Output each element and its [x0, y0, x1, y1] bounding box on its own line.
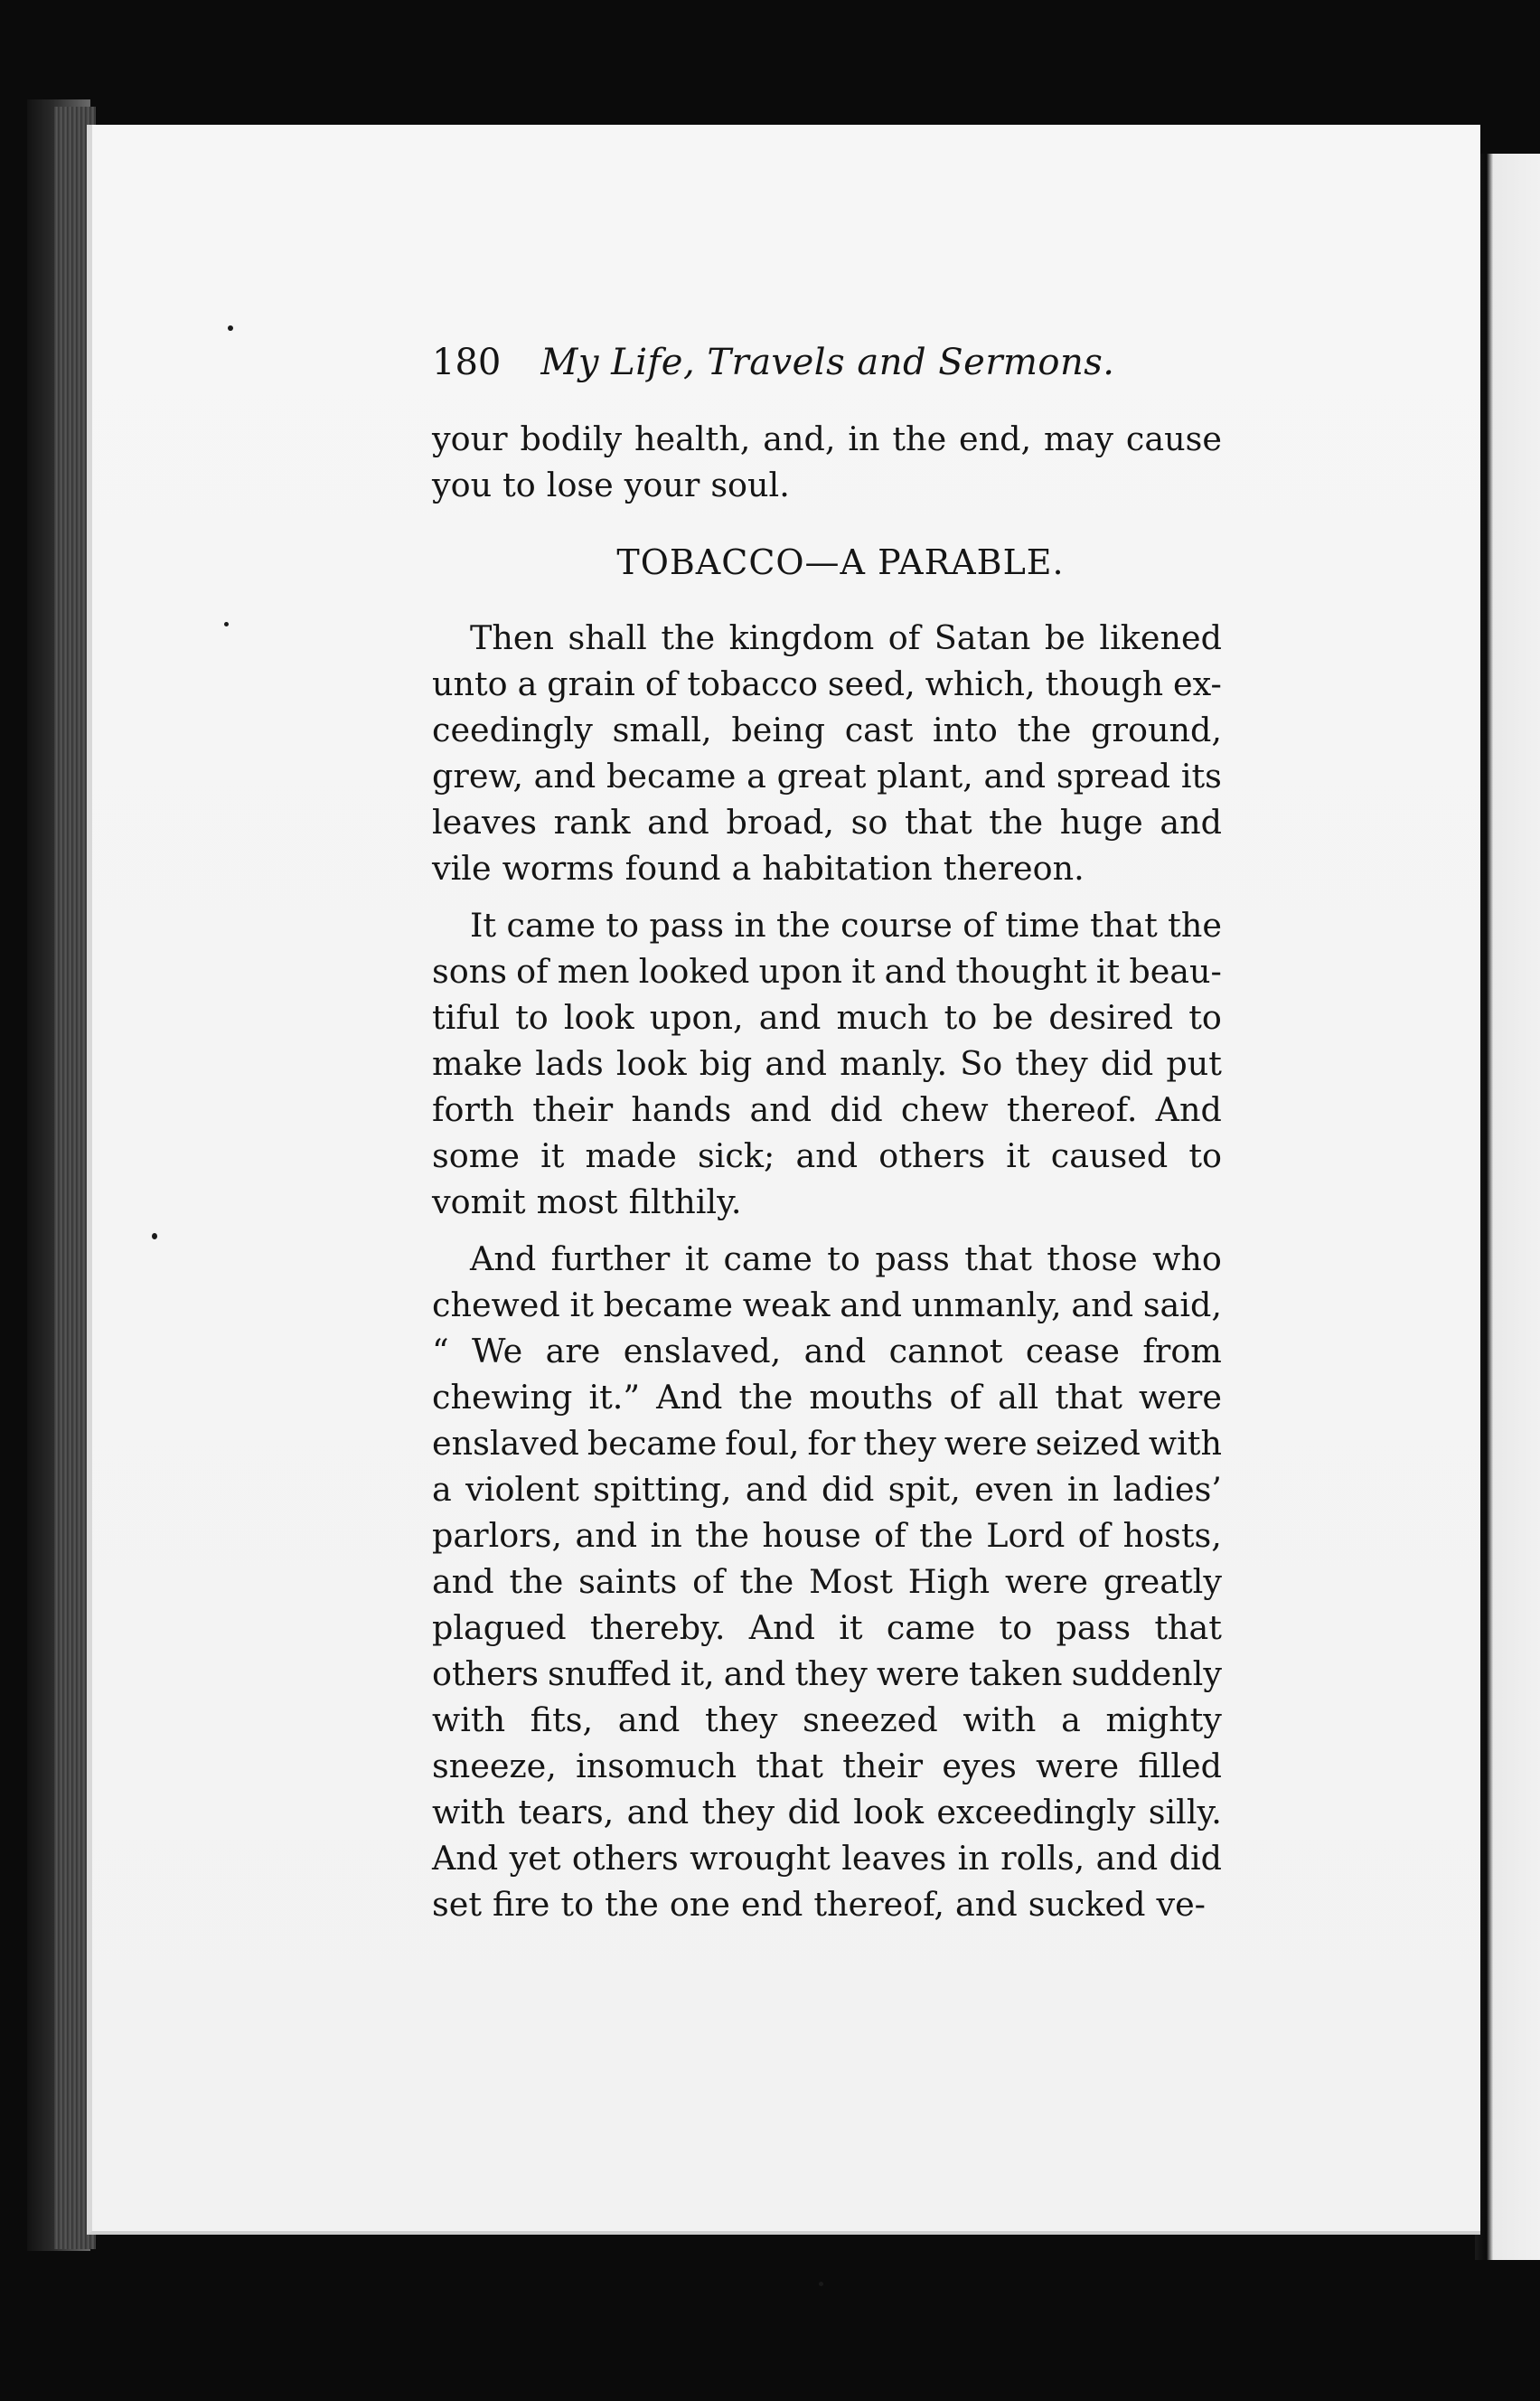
paragraph-continuation: [432, 416, 1222, 508]
scan-speck: [228, 325, 233, 331]
text-line: unto a grain of tobacco seed, which, though ex-: [432, 664, 1222, 703]
text-line: chewed it became weak and unmanly, and said,: [432, 1285, 1222, 1324]
text-line: ceedingly small, being cast into the ground,: [432, 711, 1222, 749]
book-title: My Life, Travels and Sermons.: [540, 342, 1115, 383]
text-line: plagued thereby. And it came to pass that: [432, 1608, 1222, 1647]
text-line: set fire to the one end thereof, and sucked ve-: [432, 1885, 1207, 1924]
text-line: with fits, and they sneezed with a mighty: [432, 1700, 1222, 1739]
text-line: make lads look big and manly. So they did put: [432, 1044, 1222, 1083]
paragraph: [432, 1236, 1222, 1927]
text-line: and the saints of the Most High were greatly: [432, 1562, 1222, 1601]
text-line: your bodily health, and, in the end, may cause: [432, 419, 1222, 458]
page-text: [432, 342, 1222, 1927]
section-heading: TOBACCO—A PARABLE.: [616, 542, 1065, 582]
paragraph: [432, 615, 1222, 891]
text-line: sneeze, insomuch that their eyes were filled: [432, 1747, 1222, 1785]
running-head: [432, 342, 1222, 383]
scan-speck: [819, 2282, 823, 2286]
text-line: And further it came to pass that those who: [470, 1239, 1222, 1278]
text-line: vomit most filthily.: [432, 1182, 742, 1221]
page-number: 180: [432, 342, 502, 383]
text-line: Then shall the kingdom of Satan be likened: [470, 618, 1222, 657]
text-line: forth their hands and did chew thereof. And: [432, 1090, 1222, 1129]
text-line: enslaved became foul, for they were seized with: [432, 1424, 1222, 1463]
facing-page-edge: [1475, 154, 1540, 2260]
text-line: you to lose your soul.: [432, 466, 790, 504]
text-line: parlors, and in the house of the Lord of hosts,: [432, 1516, 1222, 1555]
text-line: with tears, and they did look exceedingly silly.: [432, 1793, 1222, 1831]
text-line: some it made sick; and others it caused to: [432, 1136, 1222, 1175]
text-line: others snuffed it, and they were taken suddenly: [432, 1654, 1222, 1693]
scan-speck: [224, 622, 229, 626]
text-line: And yet others wrought leaves in rolls, and did: [432, 1839, 1222, 1878]
scan-speck: [152, 1233, 157, 1239]
text-line: sons of men looked upon it and thought it beau-: [432, 952, 1222, 991]
text-line: tiful to look upon, and much to be desired to: [432, 998, 1222, 1037]
text-line: vile worms found a habitation thereon.: [432, 849, 1085, 888]
text-line: a violent spitting, and did spit, even in ladies’: [432, 1470, 1222, 1509]
text-line: leaves rank and broad, so that the huge and: [432, 803, 1222, 842]
paragraph: [432, 902, 1222, 1225]
text-line: It came to pass in the course of time that the: [470, 906, 1222, 945]
text-line: “ We are enslaved, and cannot cease from: [432, 1332, 1222, 1370]
text-line: chewing it.” And the mouths of all that were: [432, 1378, 1222, 1417]
text-line: grew, and became a great plant, and spread its: [432, 757, 1222, 796]
